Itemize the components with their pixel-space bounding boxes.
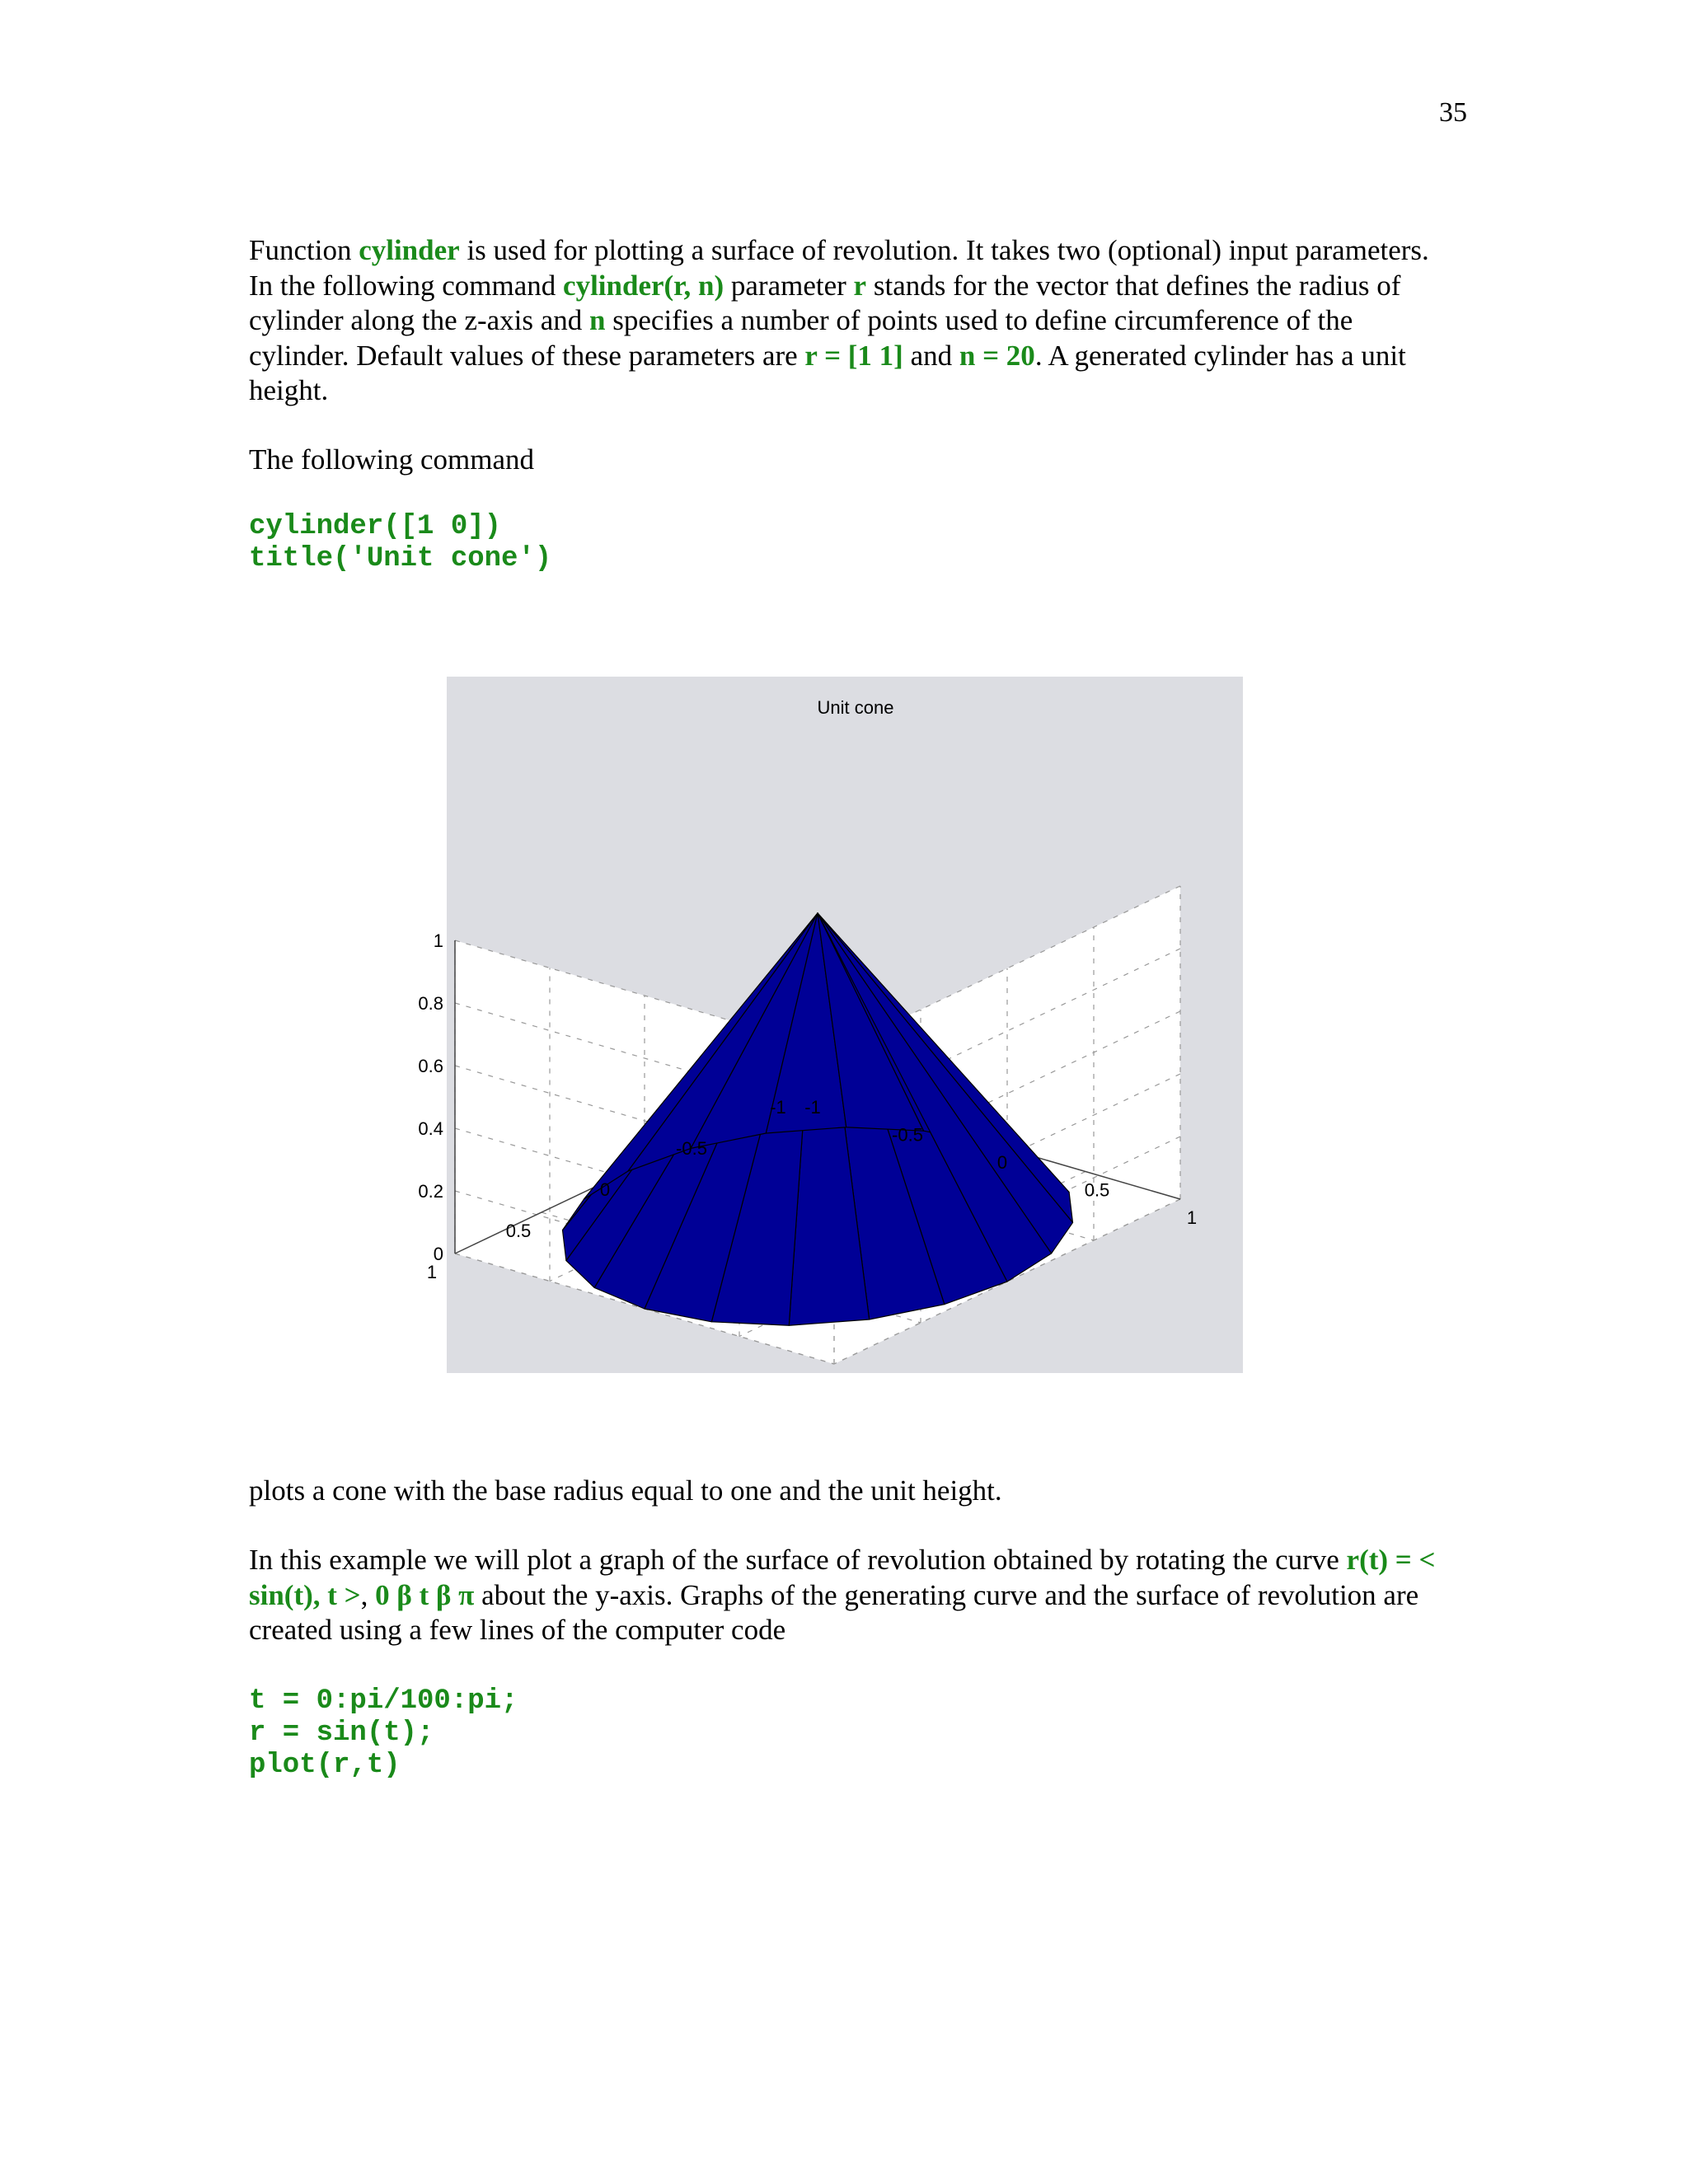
- chart-title: Unit cone: [817, 697, 894, 718]
- keyword-cylinder: cylinder: [359, 234, 460, 266]
- keyword-curve: r(t) = < sin(t), t >: [249, 1544, 1436, 1611]
- z-tick-label: 0.2: [418, 1181, 443, 1202]
- y-tick-label: 1: [426, 1262, 438, 1282]
- x-tick-label: 1: [1186, 1207, 1198, 1228]
- code-line: r = sin(t);: [249, 1718, 434, 1749]
- keyword-range: 0 β t β π: [375, 1578, 475, 1611]
- keyword-r: r: [853, 269, 867, 302]
- paragraph-cone-result: plots a cone with the base radius equal to one and the unit height.: [249, 1474, 1002, 1507]
- y-tick-label: 0: [599, 1179, 611, 1200]
- code-line: title('Unit cone'): [249, 543, 552, 574]
- figure-unit-cone: [418, 677, 1243, 1373]
- z-tick-label: 0.6: [418, 1056, 443, 1076]
- code-line: plot(r,t): [249, 1750, 401, 1781]
- keyword-r-default: r = [1 1]: [804, 339, 903, 372]
- keyword-n-default: n = 20: [959, 339, 1035, 372]
- page-number: 35: [1439, 97, 1467, 128]
- z-tick-label: 1: [433, 930, 443, 951]
- paragraph-following-command: The following command: [249, 443, 535, 476]
- z-tick-label: 0.8: [418, 993, 443, 1014]
- keyword-cylinder-rn: cylinder(r, n): [563, 269, 724, 302]
- paragraph-cylinder-intro: Function cylinder is used for plotting a surface of revolution. It takes two (optional) input parameters. In the following command cylinder(r, n) parameter r stands for the vector that defines the radius of cylinder along the z-axis and n specifies a number of points used to define circumference of the cylinder. Default values of these parameters are r = [1 1] and n = 20. A generated cylinder has a unit height.: [249, 234, 1429, 406]
- y-tick-label: -1: [770, 1097, 786, 1118]
- code-line: cylinder([1 0]): [249, 511, 502, 542]
- code-block-curve: [249, 1685, 518, 1782]
- z-tick-label: 0: [433, 1244, 443, 1264]
- code-line: t = 0:pi/100:pi;: [249, 1685, 518, 1717]
- x-tick-label: -1: [804, 1097, 821, 1118]
- keyword-n: n: [589, 304, 606, 336]
- y-tick-label: -0.5: [676, 1138, 707, 1159]
- x-tick-label: 0.5: [1084, 1179, 1110, 1201]
- x-tick-label: 0: [996, 1152, 1008, 1173]
- z-tick-label: 0.4: [418, 1118, 443, 1139]
- x-tick-label: -0.5: [892, 1124, 923, 1146]
- y-tick-label: 0.5: [505, 1221, 532, 1241]
- code-block-cone: [249, 511, 551, 575]
- unit-cone-plot: [418, 677, 1243, 1373]
- paragraph-revolution-example: In this example we will plot a graph of the surface of revolution obtained by rotating the curve r(t) = < sin(t), t >, 0 β t β π about the y-axis. Graphs of the generating curve and the surface of revolution are created using a few lines of the computer code: [249, 1544, 1436, 1646]
